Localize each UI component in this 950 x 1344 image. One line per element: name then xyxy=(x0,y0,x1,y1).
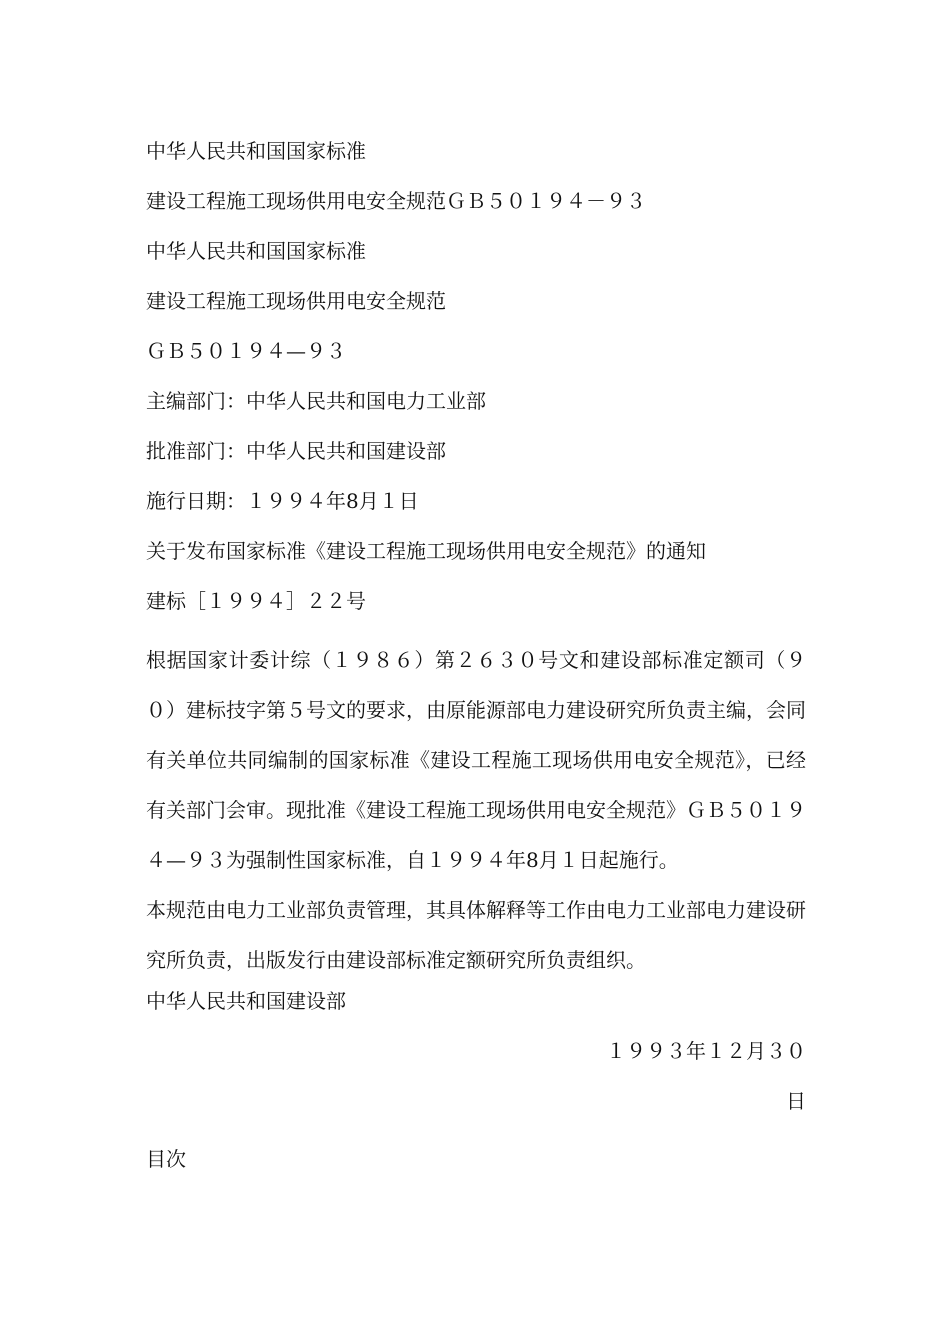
standard-code: ＧＢ５０１９４—９３ xyxy=(146,339,346,363)
standard-title-with-code: 建设工程施工现场供用电安全规范ＧＢ５０１９４－９３ xyxy=(146,189,646,213)
chief-editor-dept: 主编部门：中华人民共和国电力工业部 xyxy=(146,389,486,413)
document-page xyxy=(146,135,806,1193)
notice-paragraph-2: 本规范由电力工业部负责管理，其具体解释等工作由电力工业部电力建设研究所负责，出版发行由建设部标准定额研究所负责组织。 xyxy=(146,898,806,972)
issue-date: １９９３年１２月３０ xyxy=(606,1039,806,1063)
notice-title: 关于发布国家标准《建设工程施工现场供用电安全规范》的通知 xyxy=(146,539,706,563)
standard-title: 建设工程施工现场供用电安全规范 xyxy=(146,289,446,313)
approval-dept: 批准部门：中华人民共和国建设部 xyxy=(146,439,446,463)
contents-heading: 目次 xyxy=(146,1147,186,1171)
document-number: 建标［１９９４］２２号 xyxy=(146,589,366,613)
notice-paragraph-1: 根据国家计委计综（１９８６）第２６３０号文和建设部标准定额司（９０）建标技字第５号文的要求，由原能源部电力建设研究所负责主编，会同有关单位共同编制的国家标准《建设工程施工现场供用电安全规范》，已经有关部门会审。现批准《建设工程施工现场供用电安全规范》ＧＢ５０１９４—９３为强制性国家标准，自１９９４年8月１日起施行。 xyxy=(146,648,806,872)
effective-date: 施行日期：１９９４年8月１日 xyxy=(146,489,419,513)
standard-heading: 中华人民共和国国家标准 xyxy=(146,139,366,163)
section-spacer xyxy=(146,1135,806,1143)
standard-heading-repeat: 中华人民共和国国家标准 xyxy=(146,239,366,263)
signature: 中华人民共和国建设部 xyxy=(146,989,346,1013)
issue-date-day: 日 xyxy=(786,1089,806,1113)
